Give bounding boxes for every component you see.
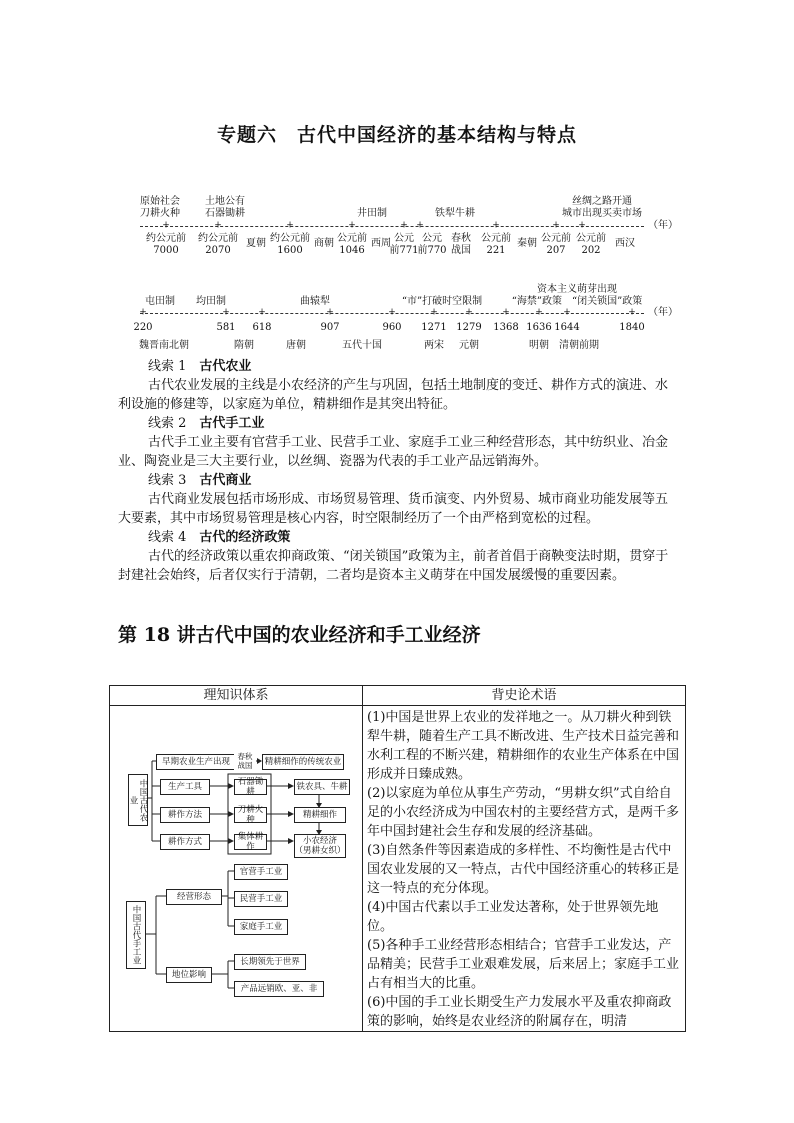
craft-form-box: 经营形态 — [166, 889, 222, 905]
tl1-top-label: 丝绸之路开通 城市出现买卖市场 — [562, 196, 642, 219]
tl1-bottom-label: 秦朝 — [517, 238, 537, 249]
knowledge-table — [109, 685, 686, 1032]
tl1-bottom-label: 公元前 207 — [541, 233, 571, 256]
tl2-top-label: 曲辕犁 — [300, 296, 330, 307]
agri-slash-box: 刀耕火种 — [234, 807, 267, 823]
craft-family-box: 家庭手工业 — [234, 919, 288, 935]
tl1-bottom-label: 夏朝 — [246, 238, 266, 249]
agri-stone-box: 石器锄耕 — [234, 779, 267, 795]
term-paragraph: (3)自然条件等因素造成的多样性、不均衡性是古代中国农业发展的又一特点，古代中国经济重心的转移正是这一特点的充分体现。 — [367, 843, 680, 896]
tl1-bottom-label: 公元前 202 — [576, 233, 606, 256]
tl1-top-label: 铁犁牛耕 — [435, 208, 475, 219]
agri-result-box: 精耕细作的传统农业 — [262, 754, 344, 770]
table-header-right: 背史论术语 — [363, 686, 686, 706]
tl2-tick-label: 907 — [320, 322, 340, 333]
tl2-top-label: 均田制 — [196, 296, 226, 307]
clue-text: 古代农业发展的主线是小农经济的产生与巩固，包括土地制度的变迁、耕作方式的演进、水利设施的修建等，以家庭为单位，精耕细作是其突出特征。 — [118, 378, 669, 412]
agri-row1-box: 早期农业生产出现 — [156, 754, 236, 770]
tl2-era-label: 唐朝 — [286, 340, 306, 351]
knowledge-diagram — [110, 706, 363, 1032]
tl2-top-label: 资本主义萌芽出现 “海禁”政策 “闭关锁国”政策 — [511, 284, 643, 307]
tl2-tick-label: 1644 — [554, 322, 580, 333]
craft-leading-box: 长期领先于世界 — [234, 954, 306, 970]
craft-export-box: 产品远销欧、亚、非 — [234, 981, 324, 997]
tl1-bottom-label: 约公元前 7000 — [146, 233, 186, 256]
clue-heading: 线索 1 古代农业 — [148, 359, 252, 374]
tl2-era-label: 明朝 — [529, 340, 549, 351]
tl2-era-label: 两宋 — [424, 340, 444, 351]
tl1-bottom-label: 西周 — [371, 238, 391, 249]
tl2-tick-label: 1840 — [619, 322, 645, 333]
tl2-unit: （年） — [648, 307, 678, 318]
agri-root-box: 中国古代农业 — [128, 774, 148, 826]
tl2-top-label: 屯田制 — [145, 296, 175, 307]
tl2-tick-label: 960 — [382, 322, 402, 333]
tl1-bottom-label: 约公元前 2070 — [198, 233, 238, 256]
clue-heading: 线索 4 古代的经济政策 — [148, 530, 291, 545]
tl1-bottom-label: 公元前 221 — [481, 233, 511, 256]
terminology-cell — [363, 706, 686, 1032]
agri-smallholder-box: 小农经济 （男耕女织） — [294, 836, 346, 856]
tl1-bottom-label: 约公元前 1600 — [270, 233, 310, 256]
clue-heading: 线索 3 古代商业 — [148, 473, 252, 488]
clue-text: 古代商业发展包括市场形成、市场贸易管理、货币演变、内外贸易、城市商业功能发展等五大要素，其中市场贸易管理是核心内容，时空限制经历了一个由严格到宽松的过程。 — [118, 492, 669, 526]
agri-tools-box: 生产工具 — [160, 779, 210, 795]
clue-text: 古代的经济政策以重农抑商政策、“闭关锁国”政策为主，前者首倡于商鞅变法时期，贯穿于封建社会始终，后者仅实行于清朝，二者均是资本主义萌芽在中国发展缓慢的重要因素。 — [118, 549, 669, 583]
agri-intensive-box: 精耕细作 — [294, 807, 346, 823]
tl2-tick-label: 1636 — [526, 322, 552, 333]
tl2-era-label: 隋朝 — [234, 340, 254, 351]
agri-mode-box: 耕作方式 — [160, 834, 210, 850]
clue-heading: 线索 2 古代手工业 — [148, 416, 265, 431]
clue-text: 古代手工业主要有官营手工业、民营手工业、家庭手工业三种经营形态，其中纺织业、冶金业、陶瓷业是三大主要行业，以丝绸、瓷器为代表的手工业产品远销海外。 — [118, 435, 669, 469]
tl2-tick-label: 220 — [133, 322, 153, 333]
term-paragraph: (4)中国古代素以手工业发达著称，处于世界领先地位。 — [367, 900, 659, 934]
tl1-unit: （年） — [648, 220, 678, 231]
term-paragraph: (6)中国的手工业长期受生产力发展水平及重农抑商政策的影响，始终是农业经济的附属存在，明清 — [367, 995, 672, 1029]
tl2-era-label: 五代十国 — [342, 340, 382, 351]
agri-collective-box: 集体耕作 — [234, 834, 267, 850]
tl2-tick-label: 618 — [252, 322, 272, 333]
tl1-top-label: 井田制 — [357, 208, 387, 219]
tl2-tick-label: 1368 — [493, 322, 519, 333]
tl2-era-label: 清朝前期 — [559, 340, 599, 351]
tl2-tick-label: 1279 — [456, 322, 482, 333]
tl2-tick-label: 581 — [216, 322, 236, 333]
tl2-top-label: “市”打破时空限制 — [401, 296, 483, 307]
agri-method-box: 耕作方法 — [160, 807, 210, 823]
page-title: 专题六 古代中国经济的基本结构与特点 — [216, 124, 577, 146]
tl1-bottom-label: 西汉 — [615, 238, 635, 249]
agri-era-label: 春秋 战国 — [234, 750, 256, 772]
tl1-bottom-label: 公元 前771 — [389, 233, 419, 256]
craft-status-box: 地位影响 — [166, 967, 212, 983]
craft-private-box: 民营手工业 — [234, 891, 288, 907]
craft-official-box: 官营手工业 — [234, 864, 288, 880]
tl1-top-label: 原始社会 刀耕火种 — [140, 196, 180, 219]
tl2-tick-label: 1271 — [421, 322, 447, 333]
craft-root-box: 中国古代手工业 — [126, 901, 146, 969]
tl2-era-label: 魏晋南北朝 — [139, 340, 189, 351]
tl1-bottom-label: 公元前 1046 — [337, 233, 367, 256]
table-header-left: 理知识体系 — [110, 686, 363, 706]
agri-iron-box: 铁农具、牛耕 — [294, 779, 350, 795]
term-paragraph: (2)以家庭为单位从事生产劳动，“男耕女织”式自给自足的小农经济成为中国农村的主要经营方式，是两千多年中国封建社会生存和发展的经济基础。 — [367, 786, 680, 839]
tl1-bottom-label: 商朝 — [314, 238, 334, 249]
tl1-top-label: 土地公有 石器锄耕 — [205, 196, 245, 219]
term-paragraph: (1)中国是世界上农业的发祥地之一。从刀耕火种到铁犁牛耕，随着生产工具不断改进、生产技术日益完善和水利工程的不断兴建，精耕细作的农业生产体系在中国形成并日臻成熟。 — [367, 710, 680, 782]
tl2-era-label: 元朝 — [459, 340, 479, 351]
tl1-bottom-label: 春秋 战国 — [451, 233, 471, 256]
term-paragraph: (5)各种手工业经营形态相结合；官营手工业发达，产品精美；民营手工业艰难发展，后来居上；家庭手工业占有相当大的比重。 — [367, 938, 680, 991]
tl1-bottom-label: 公元 前770 — [417, 233, 447, 256]
clue-section — [118, 357, 678, 585]
lecture-title: 第 18 讲古代中国的农业经济和手工业经济 — [118, 624, 481, 646]
